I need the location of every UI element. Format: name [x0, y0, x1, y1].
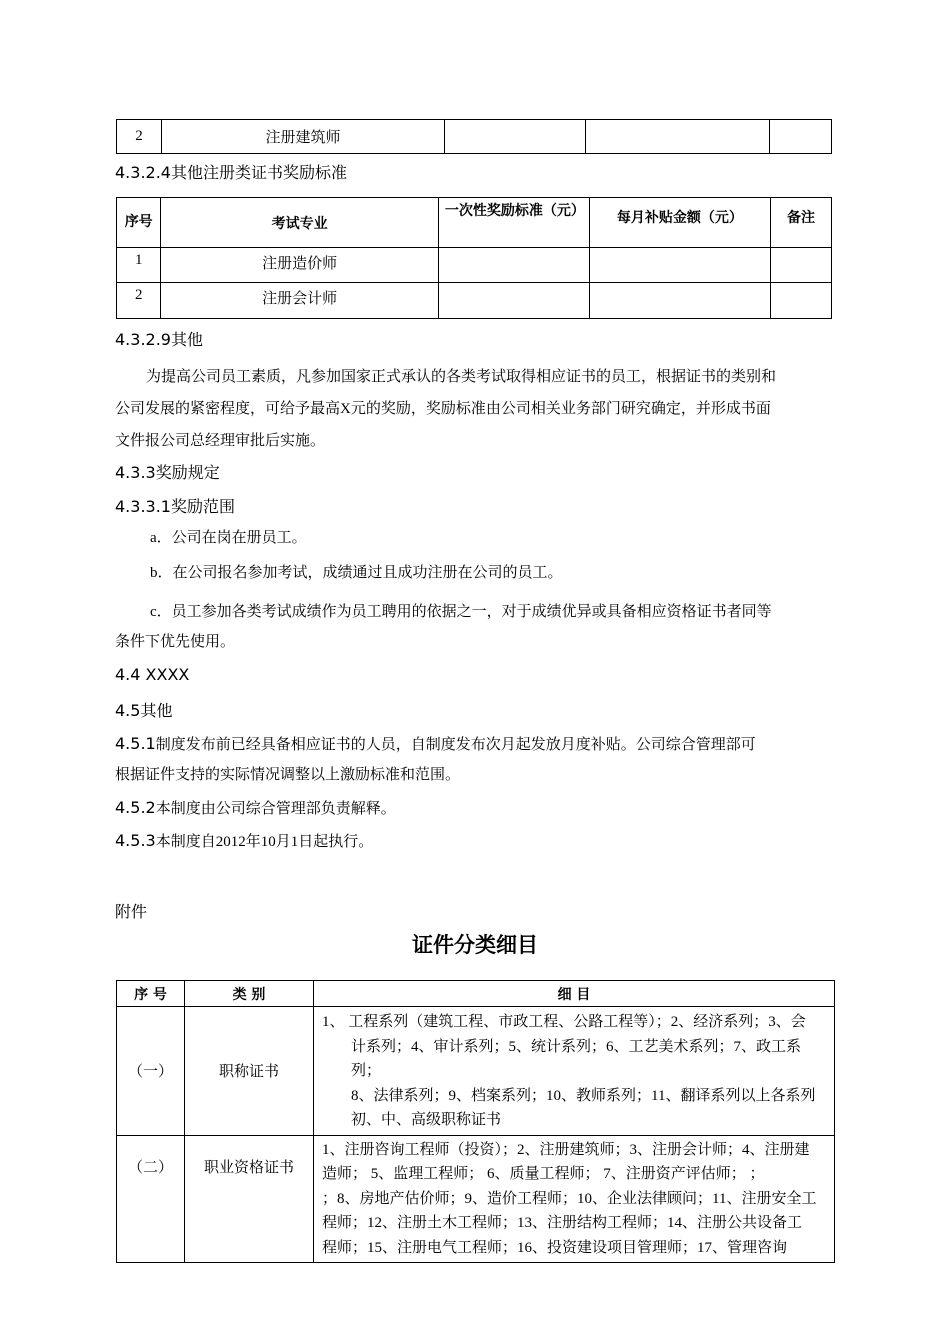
header-monthly: 每月补贴金额（元）	[589, 198, 770, 248]
table-cell-category: 职称证书	[185, 1007, 314, 1136]
table-cell-name: 注册会计师	[161, 283, 439, 319]
detail-line: 初、中、高级职称证书	[351, 1112, 502, 1128]
section-heading-4324: 4.3.2.4其他注册类证书奖励标准	[115, 163, 347, 182]
section-heading-4331: 4.3.3.1奖励范围	[115, 497, 235, 516]
table-cell-empty	[770, 283, 831, 319]
table-cell-no: 2	[117, 120, 162, 154]
header-onetime: 一次性奖励标准（元）	[438, 198, 589, 248]
clause-text: 制度发布前已经具备相应证书的人员，自制度发布次月起发放月度补贴。公司综合管理部可	[155, 737, 756, 753]
section-heading-4329: 4.3.2.9其他	[115, 330, 203, 349]
table-cell-name: 注册建筑师	[162, 120, 445, 154]
table-cell-no: 2	[117, 283, 161, 319]
detail-line: 计系列；4、审计系列；5、统计系列；6、工艺美术系列；7、政工系列；	[351, 1038, 802, 1079]
table-cell-detail	[314, 1007, 835, 1136]
table-cell-empty	[445, 120, 586, 154]
clause-text: 本制度由公司综合管理部负责解释。	[155, 801, 396, 817]
detail-line: 程师；15、注册电气工程师；16、投资建设项目管理师；17、管理咨询	[322, 1239, 788, 1256]
registration-cert-table	[116, 197, 832, 319]
detail-line: 8、法律系列；9、档案系列；10、教师系列；11、翻译系列以上各系列	[351, 1087, 816, 1104]
top-table	[116, 119, 832, 154]
section-heading-45: 4.5其他	[115, 701, 173, 720]
paragraph-451	[115, 728, 756, 761]
paragraph-452	[115, 792, 396, 825]
section-heading-433: 4.3.3奖励规定	[115, 463, 220, 482]
list-item-c: c．员工参加各类考试成绩作为员工聘用的依据之一，对于成绩优异或具备相应资格证书者同等	[150, 604, 772, 620]
clause-number: 4.5.3	[115, 831, 156, 850]
table-cell-detail	[314, 1135, 835, 1263]
table-cell-empty	[438, 248, 589, 283]
detail-line: 1、注册咨询工程师（投资）；2、注册建筑师；3、注册会计师；4、注册建	[322, 1141, 810, 1158]
table-cell-category: 职业资格证书	[185, 1135, 314, 1263]
appendix-label: 附件	[115, 902, 148, 921]
paragraph-line: 为提高公司员工素质，凡参加国家正式承认的各类考试取得相应证书的员工，根据证书的类别和	[146, 369, 777, 385]
list-item-a: a．公司在岗在册员工。	[150, 530, 307, 546]
header-detail: 细 目	[314, 981, 835, 1007]
table-cell-no: 1	[117, 248, 161, 283]
table-cell-empty	[770, 120, 832, 154]
table-cell-no: （二）	[117, 1135, 185, 1263]
table-cell-empty	[589, 283, 770, 319]
paragraph-line: 文件报公司总经理审批后实施。	[115, 433, 326, 449]
list-item-c-cont: 条件下优先使用。	[115, 634, 236, 650]
detail-line: ；8、房地产估价师；9、造价工程师；10、企业法律顾问；11、注册安全工	[322, 1190, 817, 1207]
clause-text: 本制度自2012年10月1日起执行。	[155, 834, 374, 850]
appendix-title: 证件分类细目	[412, 933, 538, 957]
table-cell-empty	[438, 283, 589, 319]
paragraph-453	[115, 825, 373, 858]
header-remark: 备注	[770, 198, 831, 248]
paragraph-line: 公司发展的紧密程度，可给予最高X元的奖励，奖励标准由公司相关业务部门研究确定，并形成书面	[115, 401, 771, 417]
list-item-b: b．在公司报名参加考试，成绩通过且成功注册在公司的员工。	[150, 565, 563, 581]
detail-line: 1、 工程系列（建筑工程、市政工程、公路工程等）；2、经济系列；3、会	[322, 1014, 806, 1030]
table-cell-no: （一）	[117, 1007, 185, 1136]
clause-number: 4.5.1	[115, 734, 156, 753]
table-cell-name: 注册造价师	[161, 248, 439, 283]
clause-number: 4.5.2	[115, 798, 156, 817]
cert-category-table	[116, 980, 835, 1263]
table-cell-empty	[586, 120, 770, 154]
table-cell-empty	[589, 248, 770, 283]
section-heading-44: 4.4 XXXX	[115, 665, 190, 684]
header-category: 类 别	[185, 981, 314, 1007]
header-no: 序 号	[117, 981, 185, 1007]
detail-line: 程师；12、注册土木工程师；13、注册结构工程师；14、注册公共设备工	[322, 1215, 803, 1231]
header-major: 考试专业	[161, 198, 439, 248]
table-cell-empty	[770, 248, 831, 283]
detail-line: 造师； 5、监理工程师； 6、质量工程师； 7、注册资产评估师； ；	[322, 1166, 765, 1182]
paragraph-451-cont: 根据证件支持的实际情况调整以上激励标准和范围。	[115, 767, 461, 783]
header-no: 序号	[117, 198, 161, 248]
